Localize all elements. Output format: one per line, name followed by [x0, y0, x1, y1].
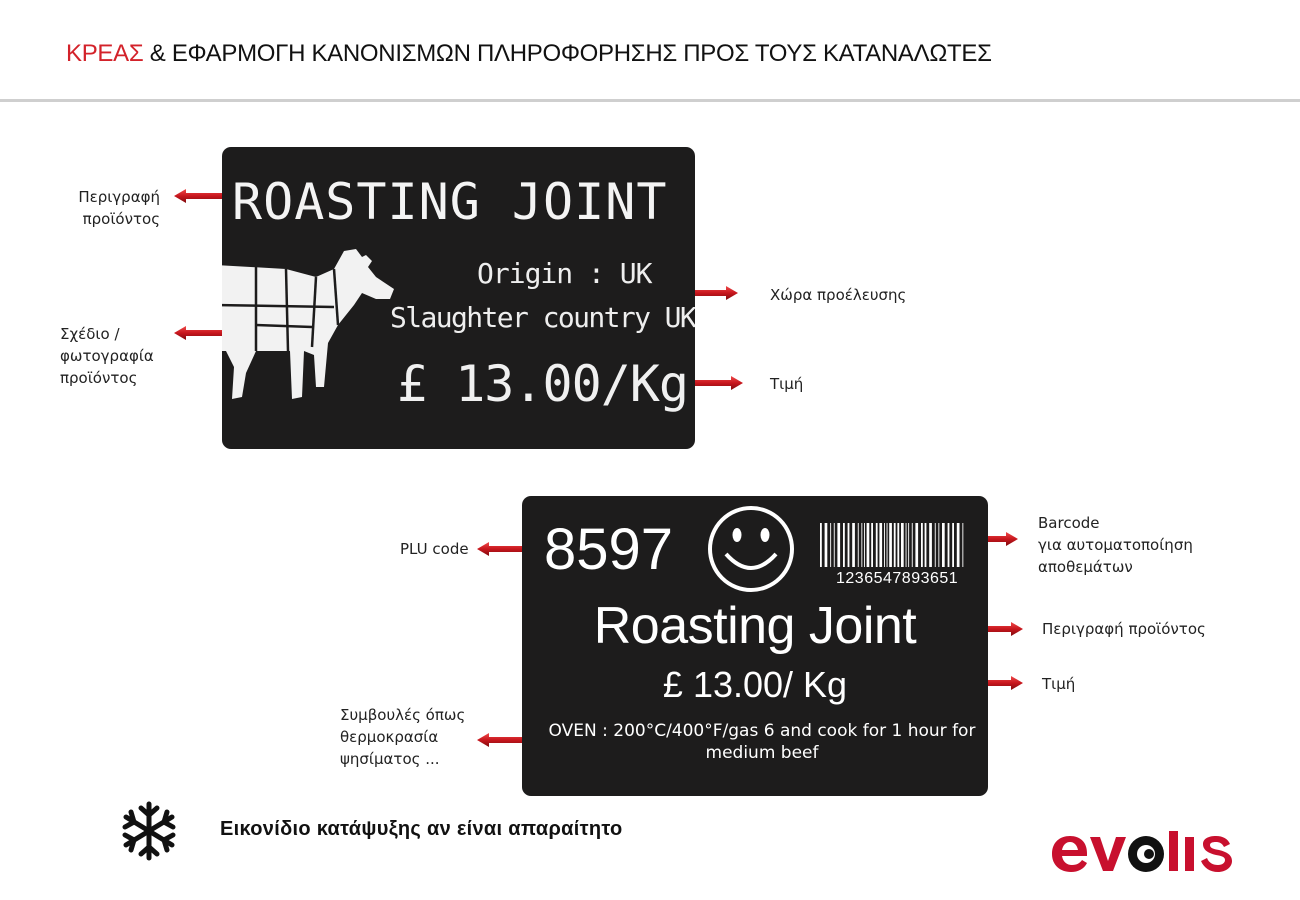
annotation-line: Περιγραφή: [78, 188, 160, 206]
annotation-cooking-advice: [340, 704, 480, 770]
barcode-bar: [925, 523, 927, 567]
arrow-right-icon: [695, 376, 743, 390]
barcode-icon: [818, 523, 968, 567]
annotation-line: θερμοκρασία: [340, 728, 439, 746]
annotation-line: προϊόντος: [82, 210, 160, 228]
evolis-logo: [1050, 828, 1245, 874]
chalk-origin: Origin : UK: [477, 257, 652, 290]
barcode-bar: [884, 523, 885, 567]
annotation-product-description: [60, 186, 160, 230]
barcode-bar: [921, 523, 923, 567]
barcode-bar: [942, 523, 945, 567]
annotation-line: Barcode: [1038, 514, 1100, 532]
barcode-bar: [852, 523, 855, 567]
chalkboard-label: [222, 147, 695, 449]
annotation-plu-code: PLU code: [400, 540, 469, 558]
digital-label: [522, 496, 988, 796]
barcode-bar: [894, 523, 896, 567]
barcode-bar: [871, 523, 873, 567]
barcode-bar: [837, 523, 840, 567]
barcode-bar: [861, 523, 862, 567]
chalk-price: £ 13.00/Kg: [397, 355, 689, 413]
barcode-bar: [879, 523, 882, 567]
barcode-bar: [948, 523, 950, 567]
barcode-bar: [929, 523, 932, 567]
annotation-line: αποθεμάτων: [1038, 558, 1133, 576]
arrow-left-icon: [174, 189, 222, 203]
annotation-line: για αυτοματοποίηση: [1038, 536, 1193, 554]
arrow-left-icon: [477, 733, 525, 747]
annotation-line: Σχέδιο /: [60, 325, 120, 343]
barcode-number: 1236547893651: [836, 570, 959, 587]
annotation-line: Συμβουλές όπως: [340, 706, 466, 724]
barcode-bar: [820, 523, 822, 567]
chalk-slaughter-country: Slaughter country UK: [390, 301, 695, 334]
page-title-accent: ΚΡΕΑΣ: [66, 40, 144, 67]
barcode-bar: [962, 523, 963, 567]
barcode-bar: [935, 523, 936, 567]
barcode-bar: [952, 523, 954, 567]
barcode-bar: [906, 523, 907, 567]
arrow-left-icon: [477, 542, 525, 556]
page-title-rest: & ΕΦΑΡΜΟΓΗ ΚΑΝΟΝΙΣΜΩΝ ΠΛΗΡΟΦΟΡΗΣΗΣ ΠΡΟΣ ΤΟΥΣ ΚΑΤΑΝΑΛΩΤΕΣ: [143, 40, 992, 67]
smiley-icon: [706, 504, 796, 594]
annotation-product-description-2: Περιγραφή προϊόντος: [1042, 620, 1206, 638]
annotation-price-2: Τιμή: [1042, 675, 1076, 693]
barcode-bar: [858, 523, 859, 567]
chalk-product-title: ROASTING JOINT: [232, 173, 668, 231]
barcode-bar: [825, 523, 828, 567]
annotation-product-image: [60, 323, 180, 389]
barcode-bar: [912, 523, 913, 567]
barcode-bar: [834, 523, 835, 567]
barcode-bar: [901, 523, 904, 567]
header-divider: [0, 99, 1300, 102]
annotation-line: ψησίματος ...: [340, 750, 440, 768]
annotation-line: προϊόντος: [60, 369, 138, 387]
plu-code: 8597: [544, 517, 674, 582]
digital-product-name: Roasting Joint: [593, 597, 917, 655]
barcode-bar: [889, 523, 892, 567]
barcode-bar: [830, 523, 831, 567]
freeze-icon-caption: Εικονίδιο κατάψυξης αν είναι απαραίτητο: [220, 818, 623, 840]
barcode-bar: [843, 523, 845, 567]
barcode-bar: [908, 523, 909, 567]
barcode-bar: [915, 523, 918, 567]
annotation-price: Τιμή: [770, 375, 804, 393]
digital-price: £ 13.00/ Kg: [662, 664, 848, 705]
annotation-barcode: [1038, 512, 1193, 578]
annotation-line: φωτογραφία: [60, 347, 154, 365]
arrow-left-icon: [174, 326, 222, 340]
page-title: [66, 40, 992, 68]
snowflake-icon: [121, 800, 177, 862]
barcode-bar: [864, 523, 865, 567]
barcode-bar: [876, 523, 878, 567]
barcode-bar: [848, 523, 850, 567]
cooking-advice: OVEN : 200°C/400°F/gas 6 and cook for 1 hour for medium beef: [548, 721, 976, 763]
barcode-bar: [897, 523, 899, 567]
barcode-bar: [957, 523, 960, 567]
cow-cuts-icon: [222, 247, 406, 412]
barcode-bar: [887, 523, 888, 567]
barcode-bar: [867, 523, 870, 567]
barcode-bar: [938, 523, 939, 567]
arrow-right-icon: [690, 286, 738, 300]
annotation-origin: Χώρα προέλευσης: [770, 286, 907, 304]
